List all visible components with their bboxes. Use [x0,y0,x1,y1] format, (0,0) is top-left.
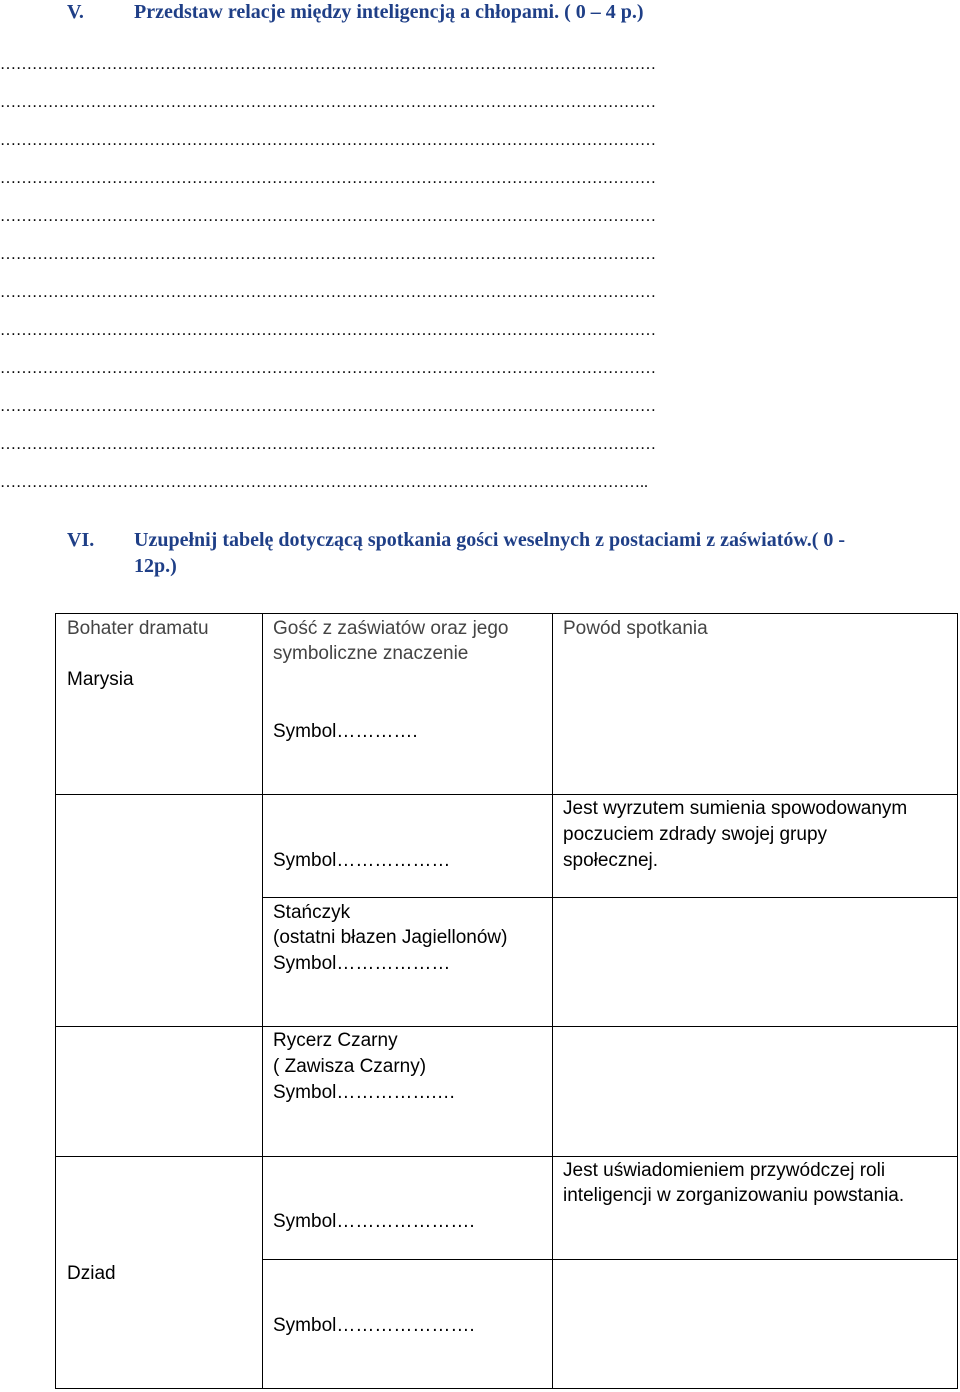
answer-line: …………………………………………………………………………………………………………… [0,322,656,339]
guest-name: Rycerz Czarny [273,1030,398,1051]
section-vi-title-line1: Uzupełnij tabelę dotyczącą spotkania gości weselnych z postaciami z zaświatów.( 0 - [134,529,846,551]
reason-line: Jest uświadomieniem przywódczej roli [563,1160,886,1181]
guest-symbol: Symbol…………………. [273,1315,475,1336]
answer-line: …………………………………………………………………………………………………………… [0,398,656,415]
section-vi-title-line2: 12p.) [134,555,177,577]
header-reason: Powód spotkania [563,618,708,639]
table-row-divider [56,1026,958,1027]
answer-line: …………………………………………………………………………………………………………… [0,246,656,263]
section-v-number: V. [67,1,84,23]
table-row-divider [56,794,958,795]
answer-line: …………………………………………………………………………………………………………… [0,360,656,377]
header-guest-line1: Gość z zaświatów oraz jego [273,618,509,639]
header-hero: Bohater dramatu [67,618,209,639]
hero-cell: Marysia [67,669,134,690]
table-column-divider [262,614,263,1389]
answer-line: …………………………………………………………………………………………………………… [0,170,656,187]
header-guest-line2: symboliczne znaczenie [273,643,469,664]
guest-symbol: Symbol…………………. [273,1211,475,1232]
reason-line: Jest wyrzutem sumienia spowodowanym [563,798,908,819]
table-column-divider [552,614,553,1389]
answer-line: …………………………………………………………………………………………………………… [0,436,656,453]
table-row-divider [262,897,958,898]
reason-line: poczuciem zdrady swojej grupy [563,824,828,845]
guest-description: ( Zawisza Czarny) [273,1056,427,1077]
answer-line: …………………………………………………………………………………………………………… [0,56,656,73]
guest-name: Stańczyk [273,902,351,923]
answer-line: ………………………………………………………………………………………………………….. [0,474,648,491]
guests-table [55,613,958,1389]
answer-line: …………………………………………………………………………………………………………… [0,94,656,111]
guest-symbol: Symbol……………… [273,850,451,871]
answer-line: …………………………………………………………………………………………………………… [0,208,656,225]
guest-description: (ostatni błazen Jagiellonów) [273,927,508,948]
answer-line: …………………………………………………………………………………………………………… [0,132,656,149]
table-row-divider [56,1156,958,1157]
answer-line: …………………………………………………………………………………………………………… [0,284,656,301]
hero-cell: Dziad [67,1263,116,1284]
guest-symbol: Symbol…………….… [273,1082,456,1103]
section-vi-heading [67,528,947,578]
guest-symbol: Symbol…………. [273,721,418,742]
table-row-divider [262,1259,958,1260]
guest-symbol: Symbol……………… [273,953,451,974]
section-vi-number: VI. [67,529,95,551]
reason-line: społecznej. [563,850,659,871]
reason-line: inteligencji w zorganizowaniu powstania. [563,1185,905,1206]
section-v-title: Przedstaw relacje między inteligencją a chłopami. ( 0 – 4 p.) [134,1,644,23]
section-v-heading [67,0,947,24]
